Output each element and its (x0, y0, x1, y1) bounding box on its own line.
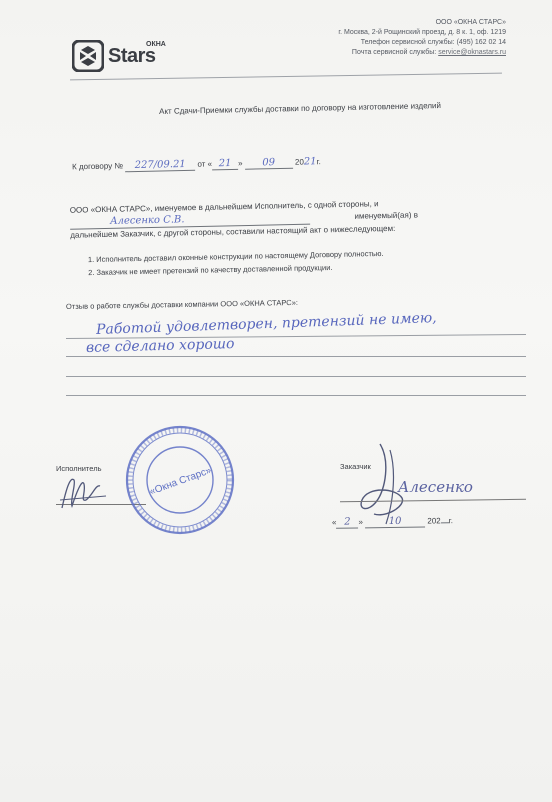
company-info (286, 18, 506, 58)
review-handwritten-2: все сделано хорошо (85, 336, 235, 356)
sign-year-suffix: г. (448, 516, 453, 526)
para1-middle: именуемый(ая) в (354, 210, 419, 221)
from-label: от « (197, 159, 213, 169)
company-phone: Телефон сервисной службы: (495) 162 02 14 (360, 39, 506, 46)
logo-name: Stars (108, 44, 156, 67)
logo-small-text: ОКНА (146, 40, 166, 48)
review-label: Отзыв о работе службы доставки компании ООО «ОКНА СТАРС»: (65, 297, 299, 312)
email-link[interactable]: service@oknastars.ru (438, 49, 506, 56)
review-handwritten-1: Работой удовлетворен, претензий не имею, (95, 310, 437, 338)
customer-label: Заказчик (340, 462, 371, 471)
signing-date (332, 515, 453, 529)
year-suffix: г. (316, 157, 321, 167)
review-line (66, 395, 526, 396)
executor-signature (56, 470, 116, 512)
customer-name-handwritten: Алесенко С.В. (70, 212, 310, 230)
company-address: г. Москва, 2-й Рощинский проезд, д. 8 к. 1, оф. 1219 (338, 29, 506, 36)
document-title: Акт Сдачи-Приемки службы доставки по договору на изготовление изделий (158, 101, 442, 116)
year-prefix: 20 (294, 157, 304, 167)
contract-day: 21 (212, 158, 238, 171)
company-logo (72, 40, 166, 72)
stamp-text: «Окна Старс» (148, 465, 213, 498)
sign-year-blank (441, 522, 449, 523)
customer-signature-name: Алесенко (398, 478, 473, 496)
email-label: Почта сервисной службы: (351, 49, 437, 56)
date-open: « (331, 517, 337, 527)
list-item: 2. Заказчик не имеет претензий по качеству доставленной продукции. (88, 262, 333, 278)
company-stamp (124, 424, 236, 536)
contract-year: 21 (303, 156, 317, 168)
sign-year-prefix: 202 (427, 516, 441, 526)
contract-line (72, 155, 392, 174)
list-item: 1. Исполнитель доставил оконные конструкции по настоящему Договору полностью. (87, 248, 384, 265)
sign-day: 2 (336, 516, 358, 528)
company-email-row (286, 48, 506, 58)
executor-label: Исполнитель (56, 464, 102, 473)
date-close: » (358, 517, 363, 527)
contract-number: 227/09.21 (125, 159, 195, 172)
contract-prefix: К договору № (71, 161, 124, 172)
review-line (66, 356, 526, 357)
act-items (88, 247, 384, 279)
logo-mark-icon (72, 40, 104, 72)
para1-end: дальнейшем Заказчик, с другой стороны, составили настоящий акт о нижеследующем: (70, 223, 396, 240)
review-line (66, 376, 526, 377)
date-sep: » (237, 158, 243, 168)
para1-start: ООО «ОКНА СТАРС», именуемое в дальнейшем Исполнитель, с одной стороны, и (69, 199, 379, 215)
contract-month: 09 (245, 157, 293, 170)
company-name: ООО «ОКНА СТАРС» (435, 19, 506, 26)
sign-month: 10 (365, 516, 425, 529)
parties-paragraph (70, 195, 521, 241)
header-divider (70, 73, 502, 81)
